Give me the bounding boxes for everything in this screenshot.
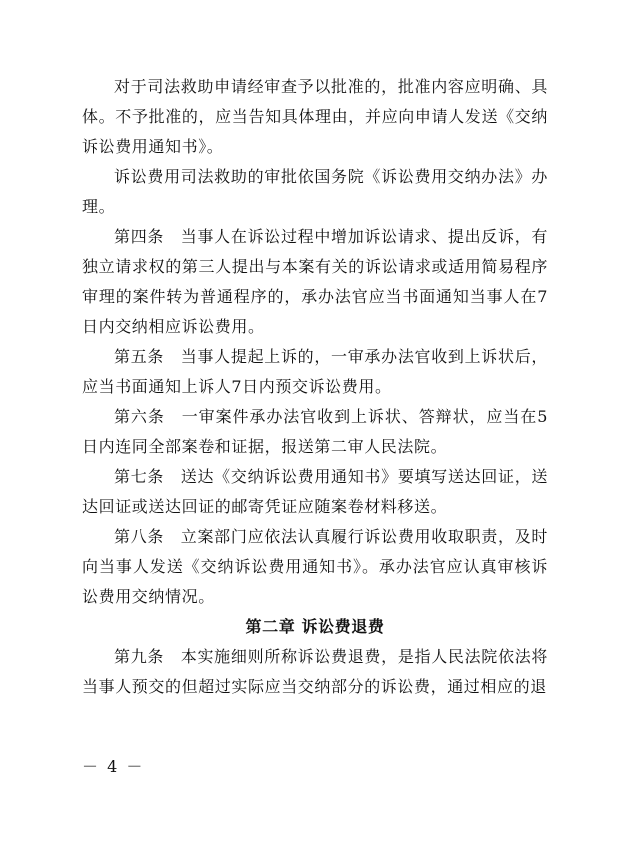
- paragraph-article-9: 第九条 本实施细则所称诉讼费退费，是指人民法院依法将当事人预交的但超过实际应当交纳部分的诉讼费，通过相应的退: [82, 647, 548, 696]
- paragraph-approval-basis: 诉讼费用司法救助的审批依国务院《诉讼费用交纳办法》办理。: [82, 167, 548, 216]
- paragraph-approval-content: 对于司法救助申请经审查予以批准的，批准内容应明确、具体。不予批准的，应当告知具体理由，并应向申请人发送《交纳诉讼费用通知书》。: [82, 77, 548, 156]
- chapter-heading: 第二章 诉讼费退费: [245, 617, 385, 636]
- paragraph-article-6: 第六条 一审案件承办法官收到上诉状、答辩状，应当在5日内连同全部案卷和证据，报送第二审人民法院。: [82, 407, 548, 456]
- paragraph-article-4: 第四条 当事人在诉讼过程中增加诉讼请求、提出反诉，有独立请求权的第三人提出与本案有关的诉讼请求或适用简易程序审理的案件转为普通程序的，承办法官应当书面通知当事人在7日内交纳相应诉讼费用。: [82, 227, 548, 336]
- paragraph-article-8: 第八条 立案部门应依法认真履行诉讼费用收取职责，及时向当事人发送《交纳诉讼费用通知书》。承办法官应认真审核诉讼费用交纳情况。: [82, 527, 548, 606]
- page-number: － 4 －: [82, 757, 145, 776]
- document-body: [82, 72, 548, 702]
- paragraph-article-5: 第五条 当事人提起上诉的，一审承办法官收到上诉状后，应当书面通知上诉人7日内预交诉讼费用。: [82, 347, 548, 396]
- paragraph-article-7: 第七条 送达《交纳诉讼费用通知书》要填写送达回证，送达回证或送达回证的邮寄凭证应随案卷材料移送。: [82, 467, 548, 516]
